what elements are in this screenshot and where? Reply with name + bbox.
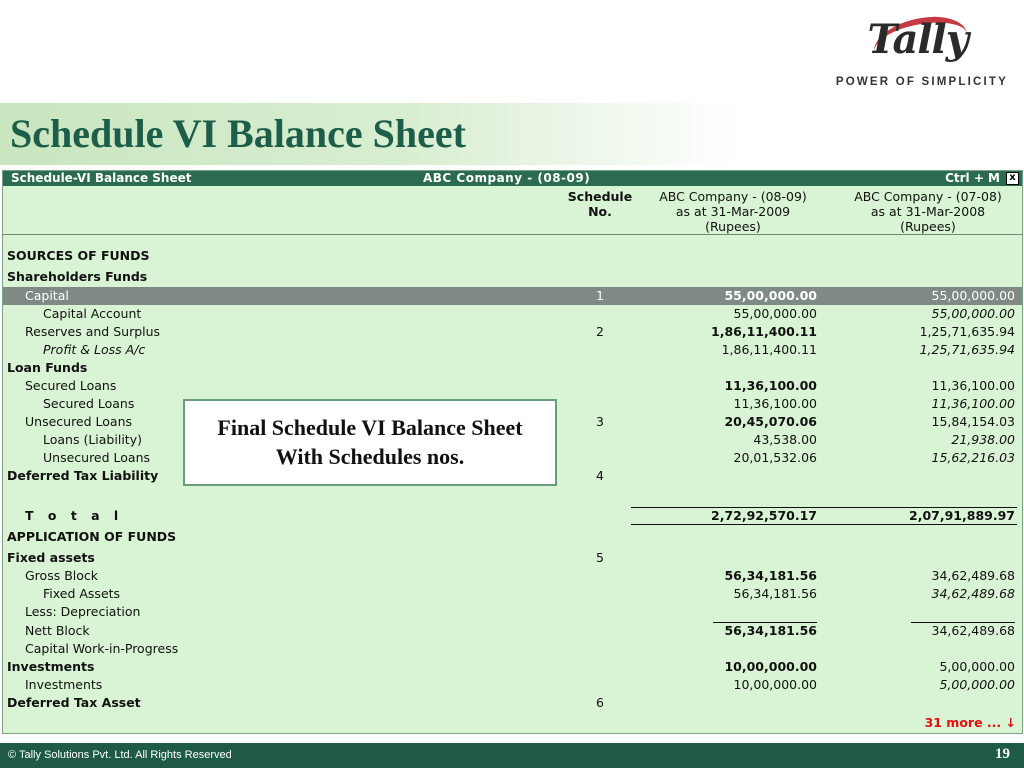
row-label: Deferred Tax Liability xyxy=(7,468,159,483)
row-current-amount: 10,00,000.00 xyxy=(733,677,817,692)
row-label: Unsecured Loans xyxy=(25,414,133,429)
row-label: Loan Funds xyxy=(7,360,88,375)
row-label: Fixed Assets xyxy=(43,586,121,601)
row-label: Secured Loans xyxy=(43,396,135,411)
row-previous-amount: 34,62,489.68 xyxy=(931,586,1015,601)
logo-tagline: POWER OF SIMPLICITY xyxy=(835,76,1008,88)
row-previous-amount: 11,36,100.00 xyxy=(931,378,1015,393)
row-schedule-no: 3 xyxy=(596,414,604,429)
table-row[interactable] xyxy=(3,305,1022,323)
table-row[interactable] xyxy=(3,247,1022,265)
row-label: Nett Block xyxy=(25,623,90,638)
callout-line1: Final Schedule VI Balance Sheet xyxy=(217,415,523,440)
row-previous-amount: 55,00,000.00 xyxy=(931,288,1015,303)
window-titlebar xyxy=(3,171,1022,186)
table-row[interactable] xyxy=(3,567,1022,585)
table-row[interactable] xyxy=(3,359,1022,377)
row-previous-amount: 15,62,216.03 xyxy=(931,450,1015,465)
row-label: Loans (Liability) xyxy=(43,432,142,447)
row-previous-amount: 11,36,100.00 xyxy=(931,396,1015,411)
current-header-date: as at 31-Mar-2009 xyxy=(675,204,791,219)
table-row[interactable] xyxy=(3,585,1022,603)
row-previous-amount: 5,00,000.00 xyxy=(939,677,1015,692)
row-previous-amount: 21,938.00 xyxy=(951,432,1015,447)
table-row[interactable] xyxy=(3,323,1022,341)
row-previous-amount: 15,84,154.03 xyxy=(931,414,1015,429)
logo-wordmark: Tally xyxy=(867,16,968,63)
row-schedule-no: 4 xyxy=(596,468,604,483)
row-current-amount: 1,86,11,400.11 xyxy=(711,324,817,339)
row-label: Capital xyxy=(25,288,69,303)
table-row[interactable] xyxy=(3,268,1022,286)
table-row[interactable] xyxy=(3,658,1022,676)
row-previous-amount: 1,25,71,635.94 xyxy=(919,324,1015,339)
table-row[interactable] xyxy=(3,341,1022,359)
window-shortcut: Ctrl + M xyxy=(945,171,1000,185)
previous-header-date: as at 31-Mar-2008 xyxy=(870,204,986,219)
current-header-unit: (Rupees) xyxy=(705,219,761,234)
table-row[interactable] xyxy=(3,377,1022,395)
row-previous-amount: 55,00,000.00 xyxy=(931,306,1015,321)
copyright-text: © Tally Solutions Pvt. Ltd. All Rights Reserved xyxy=(8,749,232,761)
row-label: Reserves and Surplus xyxy=(25,324,161,339)
row-current-amount: 56,34,181.56 xyxy=(733,586,817,601)
table-row[interactable] xyxy=(3,528,1022,546)
row-label: Deferred Tax Asset xyxy=(7,695,141,710)
current-year-column-header xyxy=(643,189,823,234)
row-label: Fixed assets xyxy=(7,550,95,565)
row-schedule-no: 6 xyxy=(596,695,604,710)
schedule-header-line2: No. xyxy=(588,204,612,219)
total-previous-amount: 2,07,91,889.97 xyxy=(909,508,1015,523)
row-current-amount: 56,34,181.56 xyxy=(724,568,817,583)
close-icon[interactable]: x xyxy=(1006,172,1019,185)
row-schedule-no: 5 xyxy=(596,550,604,565)
row-schedule-no: 2 xyxy=(596,324,604,339)
row-current-amount: 56,34,181.56 xyxy=(724,623,817,638)
slide-footer xyxy=(0,743,1024,768)
table-row[interactable] xyxy=(3,676,1022,694)
tally-logo xyxy=(833,12,1008,92)
table-row[interactable] xyxy=(3,640,1022,658)
callout-line2: With Schedules nos. xyxy=(275,444,465,469)
total-rule-bottom xyxy=(631,524,1017,525)
previous-header-company: ABC Company - (07-08) xyxy=(854,189,1002,204)
row-label: Capital Work-in-Progress xyxy=(25,641,179,656)
row-previous-amount: 1,25,71,635.94 xyxy=(919,342,1015,357)
more-rows-indicator[interactable]: 31 more ... ↓ xyxy=(924,715,1016,730)
row-label: Unsecured Loans xyxy=(43,450,151,465)
table-row[interactable] xyxy=(3,622,1022,640)
row-previous-amount: 34,62,489.68 xyxy=(931,623,1015,638)
previous-year-column-header xyxy=(835,189,1021,234)
row-current-amount: 20,01,532.06 xyxy=(733,450,817,465)
row-label: APPLICATION OF FUNDS xyxy=(7,529,177,544)
row-label: Less: Depreciation xyxy=(25,604,141,619)
row-label: Investments xyxy=(7,659,95,674)
row-label: Investments xyxy=(25,677,103,692)
row-label: SOURCES OF FUNDS xyxy=(7,248,150,263)
row-label: Shareholders Funds xyxy=(7,269,148,284)
table-row-selected[interactable] xyxy=(3,287,1022,305)
row-previous-amount: 5,00,000.00 xyxy=(939,659,1015,674)
row-current-amount: 20,45,070.06 xyxy=(724,414,817,429)
row-current-amount: 11,36,100.00 xyxy=(724,378,817,393)
row-current-amount: 11,36,100.00 xyxy=(733,396,817,411)
table-row[interactable] xyxy=(3,603,1022,621)
row-label: Capital Account xyxy=(43,306,142,321)
schedule-column-header xyxy=(563,189,637,219)
row-label: Gross Block xyxy=(25,568,99,583)
annotation-callout xyxy=(183,399,557,486)
window-title: Schedule-VI Balance Sheet xyxy=(11,171,192,185)
row-label: Secured Loans xyxy=(25,378,117,393)
window-company: ABC Company - (08-09) xyxy=(423,171,591,185)
page-title: Schedule VI Balance Sheet xyxy=(10,111,466,156)
table-row[interactable] xyxy=(3,694,1022,712)
total-row[interactable] xyxy=(3,507,1022,525)
row-current-amount: 1,86,11,400.11 xyxy=(721,342,817,357)
previous-header-unit: (Rupees) xyxy=(900,219,956,234)
total-current-amount: 2,72,92,570.17 xyxy=(711,508,817,523)
row-previous-amount: 34,62,489.68 xyxy=(931,568,1015,583)
row-current-amount: 55,00,000.00 xyxy=(724,288,817,303)
schedule-header-line1: Schedule xyxy=(567,189,633,204)
row-label: Profit & Loss A/c xyxy=(43,342,146,357)
row-schedule-no: 1 xyxy=(596,288,604,303)
table-row[interactable] xyxy=(3,549,1022,567)
row-current-amount: 10,00,000.00 xyxy=(724,659,817,674)
row-current-amount: 55,00,000.00 xyxy=(733,306,817,321)
total-label: T o t a l xyxy=(25,508,124,523)
current-header-company: ABC Company - (08-09) xyxy=(659,189,807,204)
row-current-amount: 43,538.00 xyxy=(753,432,817,447)
header-divider xyxy=(3,234,1022,235)
page-number: 19 xyxy=(995,746,1010,762)
